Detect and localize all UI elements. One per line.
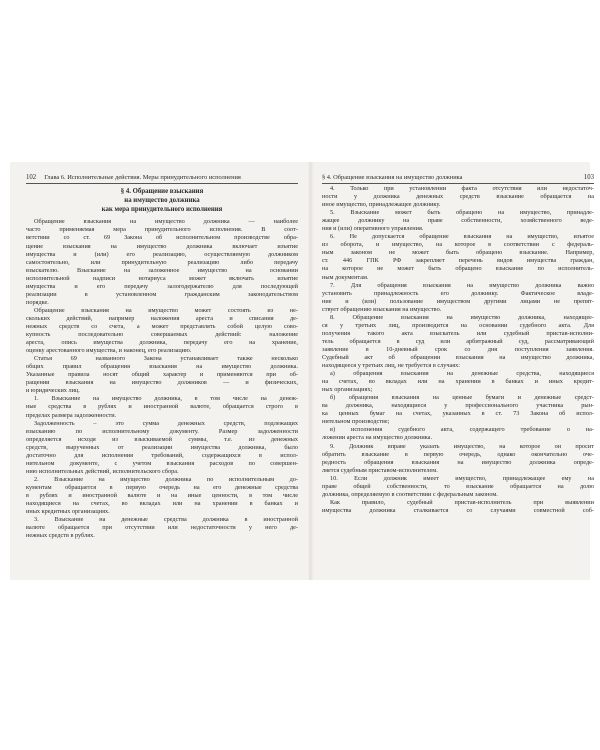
text-line: нию исполнительных действий, исполнительского сбора. — [26, 467, 179, 475]
left-page-number: 102 — [26, 174, 37, 181]
text-line: 10. Если должник имеет имущество, принадлежащее ему на — [330, 474, 594, 482]
text-line: из оборота, и имущество, на которое в соответствии с федераль- — [322, 241, 594, 249]
text-line: праве общей собственности, то взыскание обращается на долю — [322, 482, 594, 490]
section-title-line: на имущество должника — [124, 196, 200, 204]
text-line: оценку арестованного имущества, и наконец, его реализацию. — [26, 347, 192, 355]
text-line: б) обращения взыскания на ценные бумаги и денежные средст- — [330, 394, 594, 402]
text-line: Обращение взыскания на имущество должника — наиболее — [34, 218, 298, 226]
text-line: ложении ареста на имущество должника. — [322, 434, 433, 442]
text-line: нительном документе, с учетом взыскания расходов по совершен- — [26, 459, 298, 467]
text-line: средств, вырученных от реализации имущества должника, было — [26, 443, 298, 451]
book-gutter — [308, 162, 314, 580]
text-line: порядке. — [26, 298, 49, 306]
text-line: нежных средств со счета, а может представлять собой целую сово- — [26, 323, 298, 330]
text-line: 9. Должник вправе указать имущество, на которое он просит — [330, 442, 594, 450]
text-line: ния и (или) оперативного управления. — [322, 225, 424, 233]
text-line: кументам обращается в первую очередь на его денежные средства — [26, 483, 298, 491]
text-line: реализации в установленном гражданским законодательством — [26, 290, 298, 298]
right-page-number: 103 — [583, 174, 594, 181]
left-running-head-title: Глава 6. Исполнительные действия. Меры принудительного исполнения — [44, 174, 241, 181]
text-line: жащее должнику на праве собственности, хозяйственного веде- — [322, 217, 594, 225]
text-line: на счетах, во вкладах или на хранении в банках и иных кредит- — [322, 378, 594, 386]
text-line: 3. Взыскание на денежные средства должника в иностранной — [34, 516, 298, 524]
text-line: ным законом не может быть обращено взыскание. Например, — [322, 249, 594, 257]
text-line: обратить взыскание в первую очередь, однако окончательно оче- — [322, 450, 594, 458]
text-line: валюте обращается при отсутствии или недостаточности у него де- — [26, 524, 298, 532]
text-line: 7. Для обращения взыскания на имущество должника важно — [330, 281, 594, 289]
text-line: должника, определяемую в соответствии с федеральным законом. — [322, 490, 498, 498]
text-line: щение взыскания на имущество должника включает изъятие — [26, 242, 298, 250]
text-line: общих правил обращения взыскания на имущество должника. — [26, 363, 298, 371]
text-line: 2. Взыскание на имущество должника по исполнительным до- — [34, 475, 298, 483]
section-title — [26, 188, 298, 214]
text-line: тель обращается в суд или арбитражный суд, рассматривающий — [322, 337, 594, 345]
left-page-body — [26, 218, 298, 540]
text-line: Указанные правила носят общий характер и применяются при об- — [26, 371, 298, 379]
text-line: ные средства в рублях и иностранной валюте, обращается строго в — [26, 403, 298, 411]
text-line: ветствии со ст. 69 Закона об исполнительном производстве обра- — [26, 234, 298, 242]
text-line: ареста, опись имущества должника, передачу его на хранение, — [26, 339, 298, 347]
text-line: Статья 69 названного Закона устанавливает также несколько — [34, 355, 298, 363]
text-line: нежных средств в рублях. — [26, 532, 95, 540]
text-line: взыскателю. Взыскание на заложенное имущество на основании — [26, 266, 298, 274]
text-line: нительном производстве; — [322, 418, 390, 426]
text-line: Судебный акт об обращении взыскания на имущество должника, — [322, 353, 594, 361]
text-line: на которое не может быть обращено взыскание по исполнитель- — [322, 265, 594, 273]
left-running-head — [26, 174, 298, 184]
text-line: заявление в 10-дневный срок со дня поступления заявления. — [322, 345, 594, 353]
text-line: редность обращения взыскания на имущество должника опреде- — [322, 458, 594, 466]
section-title-line: § 4. Обращение взыскания — [120, 188, 204, 195]
text-line: 8. Обращение взыскания на имущество должника, находящее- — [330, 313, 594, 321]
text-line: ва должника, находящиеся у профессионального участника рын- — [322, 402, 594, 410]
text-line: и юридических лиц. — [26, 387, 80, 395]
section-title-line: как мера принудительного исполнения — [101, 205, 223, 213]
text-line: 1. Взыскание на имущество должника, в том числе на денеж- — [34, 395, 298, 403]
text-line: в рублях и иностранной валюте и на иные ценности, в том числе — [26, 491, 298, 499]
text-line: ляется судебным приставом-исполнителем. — [322, 466, 438, 474]
text-line: часто применяемая мера принудительного исполнения. В соот- — [26, 226, 298, 234]
text-line: взысканию по исполнительному документу. Размер задолженности — [26, 427, 298, 435]
text-line: достаточно для исполнения требований, содержащихся в испол- — [26, 451, 298, 459]
left-page — [26, 174, 298, 574]
text-line: а) обращения взыскания на денежные средства, находящиеся — [330, 370, 594, 378]
text-line: ных организациях; — [322, 386, 373, 394]
book-spread — [10, 162, 594, 580]
text-line: 6. Не допускается обращение взыскания на имущество, изъятое — [330, 233, 594, 241]
text-line: иных кредитных организациях. — [26, 508, 110, 516]
text-line: ние и (или) пользование имуществом другими лицами не препят- — [322, 297, 594, 305]
text-line: получения такого акта взыскатель или судебный пристав-исполни- — [322, 329, 594, 337]
text-line: находящееся у третьих лиц, не требуется в случаях: — [322, 362, 461, 370]
text-line: самостоятельно, или принудительную реализацию либо передачу — [26, 258, 298, 266]
text-line: в) исполнения судебного акта, содержащего требование о на- — [330, 426, 594, 434]
right-page — [322, 174, 594, 574]
text-line: ствует обращению взыскания на имущество. — [322, 305, 442, 313]
text-line: купность последовательно совершаемых действий: наложение — [26, 331, 298, 339]
text-line: имущества и его передачу залогодержателю для последующей — [26, 282, 298, 290]
text-line: ка ценных бумаг на счетах, указанных в ст. 73 Закона об испол- — [322, 410, 594, 418]
text-line: скольких действий, например наложения ареста и списания де- — [26, 314, 298, 322]
text-line: Задолженность – это сумма денежных средств, подлежащих — [34, 419, 298, 427]
text-line: иное имущество, принадлежащее должнику. — [322, 201, 441, 209]
text-line: 5. Взыскание может быть обращено на имущество, принадле- — [330, 209, 594, 217]
text-line: ным документам. — [322, 273, 369, 281]
text-line: пределах размера задолженности. — [26, 411, 117, 419]
text-line: установить принадлежность его должнику. Фактическое владе- — [322, 289, 594, 297]
text-line: определяется исходя из взыскиваемой суммы, т.е. из денежных — [26, 435, 298, 443]
right-running-head-title: § 4. Обращение взыскания на имущество должника — [322, 174, 463, 181]
text-line: находящиеся на счетах, во вкладах или на хранении в банках и — [26, 500, 298, 508]
text-line: ности у должника денежных средств взыскание обращается на — [322, 193, 594, 201]
text-line: ся у третьих лиц, производится на основании судебного акта. Для — [322, 321, 594, 329]
text-line: имущества и (или) его реализацию, осуществляемую должником — [26, 250, 298, 258]
text-line: ращении взыскания на имущество должников — и физических, — [26, 379, 298, 387]
text-line: ст. 446 ГПК РФ закрепляет перечень видов имущества граждан, — [322, 257, 594, 265]
text-line: имущества должника сталкивается со случаями совместной соб- — [322, 506, 594, 514]
right-running-head — [322, 174, 594, 184]
text-line: 4. Только при установлении факта отсутствия или недостаточ- — [330, 185, 594, 192]
right-page-body — [322, 185, 594, 515]
text-line: Как правило, судебный пристав-исполнитель при выявлении — [330, 498, 594, 506]
text-line: исполнительной надписи нотариуса может включать изъятие — [26, 274, 298, 282]
text-line: Обращение взыскания на имущество может состоять из не- — [34, 306, 298, 314]
